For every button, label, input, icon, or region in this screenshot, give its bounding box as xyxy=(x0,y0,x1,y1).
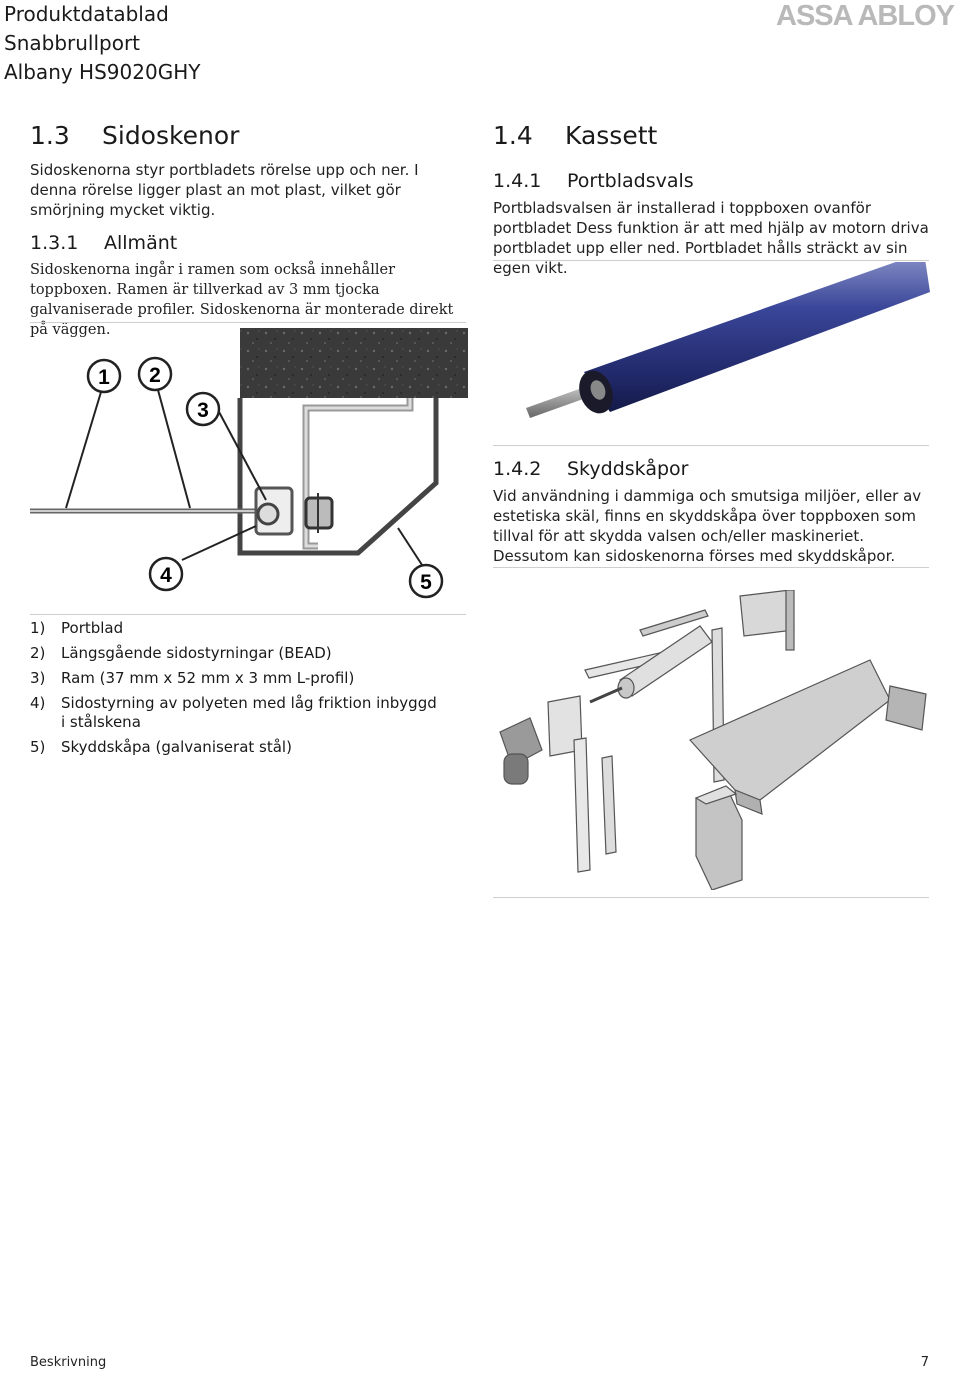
subsection-number: 1.4.1 xyxy=(493,170,542,192)
heading-allmant xyxy=(30,232,177,254)
list-number: 3) xyxy=(30,669,46,687)
subsection-title: Skyddskåpor xyxy=(567,458,689,480)
section-title: Kassett xyxy=(565,121,658,150)
list-text: Ram (37 mm x 52 mm x 3 mm L-profil) xyxy=(61,669,355,687)
divider xyxy=(493,897,929,898)
svg-text:1: 1 xyxy=(98,366,110,389)
list-number: 4) xyxy=(30,694,46,712)
divider xyxy=(493,260,929,261)
bead xyxy=(258,504,278,524)
callout-2 xyxy=(139,358,171,390)
title-line-2: Snabbrullport xyxy=(4,31,141,55)
list-number: 2) xyxy=(30,644,46,662)
roller-image xyxy=(520,262,930,442)
exploded-view-image xyxy=(490,590,930,890)
section-number: 1.4 xyxy=(493,121,533,150)
skyddskapor-text: Vid användning i dammiga och smutsiga miljöer, eller av estetiska skäl, finns en skyddskåpa över toppboxen som tillval för att skydda valsen och/eller maskineriet. Dessutom kan sidoskenorna förses med skyddskåpor. xyxy=(493,487,922,565)
callout-1 xyxy=(88,360,120,392)
callout-4 xyxy=(150,558,182,590)
list-item xyxy=(30,669,440,688)
portbladsvals-text: Portbladsvalsen är installerad i toppboxen ovanför portbladet Dess funktion är att med hjälp av motorn driva portbladet upp eller ned. Portbladet hålls sträckt av sin egen vikt. xyxy=(493,199,929,277)
list-text: Längsgående sidostyrningar (BEAD) xyxy=(61,644,332,662)
list-item xyxy=(30,619,440,638)
roller-axle xyxy=(590,688,622,702)
assa-abloy-logo: ASSA ABLOY xyxy=(776,0,954,32)
heading-portbladsvals xyxy=(493,170,694,192)
end-cap-right xyxy=(886,686,926,730)
svg-text:3: 3 xyxy=(197,399,209,422)
list-number: 1) xyxy=(30,619,46,637)
concrete-wall xyxy=(240,328,468,398)
roller-tube xyxy=(584,262,930,412)
svg-text:4: 4 xyxy=(160,564,172,587)
divider xyxy=(30,614,466,615)
svg-text:5: 5 xyxy=(420,571,432,594)
sidoskenor-intro: Sidoskenorna styr portbladets rörelse upp och ner. I denna rörelse ligger plast an mot plast, vilket gör smörjning mycket viktig. xyxy=(30,161,419,219)
guide-rail-left xyxy=(574,738,590,872)
leader-5 xyxy=(398,528,424,568)
motor-housing xyxy=(504,754,528,784)
callout-5 xyxy=(410,565,442,597)
right-post xyxy=(786,590,794,650)
callout-3 xyxy=(187,393,219,425)
guide-rail-center xyxy=(602,756,616,854)
leader-2 xyxy=(158,390,190,508)
title-line-1: Produktdatablad xyxy=(4,2,169,26)
list-item xyxy=(30,644,440,663)
list-item xyxy=(30,694,440,732)
heading-skyddskapor xyxy=(493,458,688,480)
divider xyxy=(493,445,929,446)
section-number: 1.3 xyxy=(30,121,70,150)
subsection-number: 1.4.2 xyxy=(493,458,542,480)
parts-list xyxy=(30,619,440,763)
list-text: Portblad xyxy=(61,619,124,637)
list-text: Skyddskåpa (galvaniserat stål) xyxy=(61,738,292,756)
title-line-3: Albany HS9020GHY xyxy=(4,60,201,84)
document-title xyxy=(4,0,200,87)
leader-1 xyxy=(66,392,101,508)
list-number: 5) xyxy=(30,738,46,756)
subsection-number: 1.3.1 xyxy=(30,232,79,254)
page-number: 7 xyxy=(920,1355,929,1370)
footer-label: Beskrivning xyxy=(30,1355,107,1370)
divider xyxy=(30,322,466,323)
heading-kassett xyxy=(493,121,657,151)
subsection-title: Portbladsvals xyxy=(567,170,694,192)
side-rail-diagram xyxy=(28,328,470,610)
list-text: Sidostyrning av polyeten med låg friktion inbyggd i stålskena xyxy=(61,694,437,731)
heading-sidoskenor xyxy=(30,121,239,151)
divider xyxy=(493,567,929,568)
allmant-text: Sidoskenorna ingår i ramen som också innehåller toppboxen. Ramen är tillverkad av 3 mm tjocka galvaniserade profiler. Sidoskenorna är monterade direkt på väggen. xyxy=(30,262,454,338)
list-item xyxy=(30,738,440,757)
svg-text:2: 2 xyxy=(149,364,161,387)
subsection-title: Allmänt xyxy=(104,232,178,254)
section-title: Sidoskenor xyxy=(102,121,240,150)
